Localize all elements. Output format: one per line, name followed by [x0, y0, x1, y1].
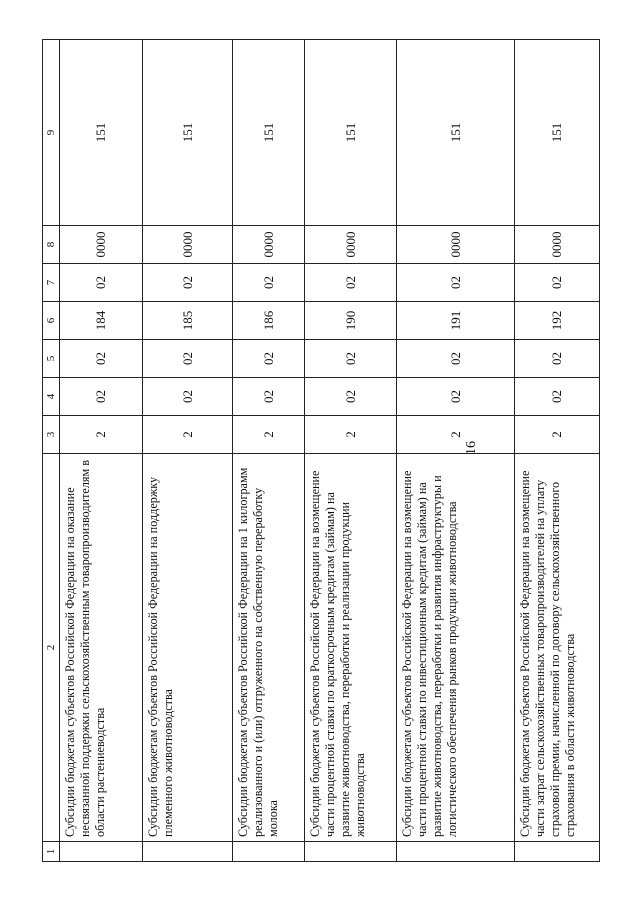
header-cell-col1: 1: [43, 842, 60, 862]
code-cell-col3: 2: [60, 416, 143, 454]
code-cell-col6: 184: [60, 302, 143, 340]
code-cell-col5: 02: [143, 340, 233, 378]
subsidy-name-cell: Субсидии бюджетам субъектов Российской Федерации на оказание несвязанной поддержки сельскохозяйственным товаропроизводителям в области растениеводства: [60, 454, 143, 842]
code-cell-col6: 185: [143, 302, 233, 340]
header-cell-col4: 4: [43, 378, 60, 416]
code-cell-col9: 151: [233, 40, 305, 226]
table-row: [305, 40, 397, 862]
code-cell-col8: 0000: [397, 226, 515, 264]
code-cell-col6: 190: [305, 302, 397, 340]
table-row: [143, 40, 233, 862]
code-cell-col8: 0000: [305, 226, 397, 264]
header-cell-col3: 3: [43, 416, 60, 454]
code-cell-col8: 0000: [233, 226, 305, 264]
code-cell-col6: 191: [397, 302, 515, 340]
budget-classification-table: [42, 39, 600, 862]
code-cell-col3: 2: [515, 416, 600, 454]
header-row: [43, 40, 60, 862]
row-number-cell: [397, 842, 515, 862]
code-cell-col5: 02: [60, 340, 143, 378]
page-number: 16: [464, 441, 479, 455]
code-cell-col7: 02: [305, 264, 397, 302]
header-cell-col8: 8: [43, 226, 60, 264]
code-cell-col4: 02: [397, 378, 515, 416]
code-cell-col8: 0000: [515, 226, 600, 264]
code-cell-col8: 0000: [60, 226, 143, 264]
code-cell-col5: 02: [515, 340, 600, 378]
table-row: [60, 40, 143, 862]
code-cell-col3: 2: [233, 416, 305, 454]
code-cell-col3: 2: [305, 416, 397, 454]
code-cell-col7: 02: [397, 264, 515, 302]
code-cell-col4: 02: [60, 378, 143, 416]
code-cell-col7: 02: [60, 264, 143, 302]
code-cell-col3: 2: [397, 416, 515, 454]
code-cell-col4: 02: [515, 378, 600, 416]
code-cell-col6: 186: [233, 302, 305, 340]
code-cell-col9: 151: [143, 40, 233, 226]
code-cell-col5: 02: [305, 340, 397, 378]
code-cell-col8: 0000: [143, 226, 233, 264]
header-cell-col7: 7: [43, 264, 60, 302]
code-cell-col5: 02: [233, 340, 305, 378]
subsidy-name-cell: Субсидии бюджетам субъектов Российской Федерации на возмещение части затрат сельскохозяйственных товаропроизводителей на уплату страховой премии, начисленной по договору сельскохозяйственного страхования в области животноводства: [515, 454, 600, 842]
code-cell-col3: 2: [143, 416, 233, 454]
header-cell-col2: 2: [43, 454, 60, 842]
code-cell-col9: 151: [515, 40, 600, 226]
row-number-cell: [305, 842, 397, 862]
code-cell-col9: 151: [60, 40, 143, 226]
code-cell-col6: 192: [515, 302, 600, 340]
code-cell-col7: 02: [515, 264, 600, 302]
table-row: [233, 40, 305, 862]
code-cell-col4: 02: [233, 378, 305, 416]
subsidy-name-cell: Субсидии бюджетам субъектов Российской Федерации на поддержку племенного животноводства: [143, 454, 233, 842]
code-cell-col9: 151: [305, 40, 397, 226]
subsidy-name-cell: Субсидии бюджетам субъектов Российской Федерации на возмещение части процентной ставки по краткосрочным кредитам (займам) на развитие животноводства, переработки и реализации продукции животноводства: [305, 454, 397, 842]
code-cell-col5: 02: [397, 340, 515, 378]
code-cell-col7: 02: [233, 264, 305, 302]
code-cell-col7: 02: [143, 264, 233, 302]
subsidy-name-cell: Субсидии бюджетам субъектов Российской Федерации на 1 килограмм реализованного и (или) отгруженного на собственную переработку молока: [233, 454, 305, 842]
table-row: [515, 40, 600, 862]
header-cell-col9: 9: [43, 40, 60, 226]
code-cell-col4: 02: [305, 378, 397, 416]
code-cell-col4: 02: [143, 378, 233, 416]
header-cell-col6: 6: [43, 302, 60, 340]
code-cell-col9: 151: [397, 40, 515, 226]
row-number-cell: [515, 842, 600, 862]
subsidy-name-cell: Субсидии бюджетам субъектов Российской Федерации на возмещение части процентной ставки по инвестиционным кредитам (займам) на развитие животноводства, переработки и развития инфраструктуры и логистического обеспечения рынков продукции животноводства: [397, 454, 515, 842]
row-number-cell: [143, 842, 233, 862]
header-cell-col5: 5: [43, 340, 60, 378]
rotated-table-wrapper: [42, 40, 598, 862]
row-number-cell: [60, 842, 143, 862]
table-row: [397, 40, 515, 862]
row-number-cell: [233, 842, 305, 862]
